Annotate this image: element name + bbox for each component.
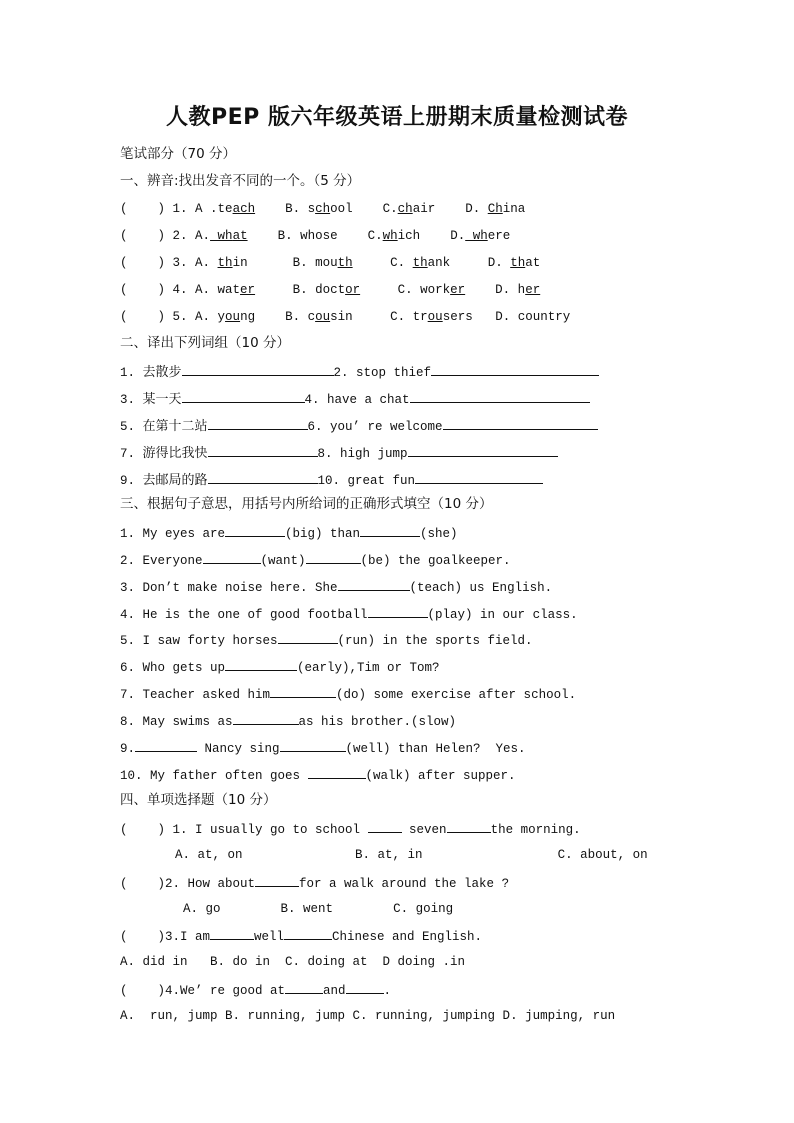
s3-q3: 3. Don’t make noise here. She (teach) us English. <box>120 578 552 596</box>
s4-q3: ( )3.I am well Chinese and English. <box>120 927 482 945</box>
s4-q4-options: A. run, jump B. running, jump C. running, jumping D. jumping, run <box>120 1009 616 1023</box>
s2-row-1: 1. 去散步 2. stop thief <box>120 363 599 381</box>
section-3-heading: 三、根据句子意思，用括号内所给词的正确形式填空（10 分） <box>120 496 493 512</box>
s3-q7: 7. Teacher asked him (do) some exercise after school. <box>120 685 576 703</box>
s1-q5: ( ) 5. A. young B. cousin C. trousers D. country <box>120 310 571 324</box>
written-part-label: 笔试部分（70 分） <box>120 146 236 162</box>
s3-q4: 4. He is the one of good football (play) in our class. <box>120 605 578 623</box>
s3-q2: 2. Everyone (want) (be) the goalkeeper. <box>120 551 511 569</box>
s2-row-3: 5. 在第十二站 6. you’ re welcome <box>120 417 598 435</box>
s3-q1: 1. My eyes are (big) than (she) <box>120 524 458 542</box>
s1-q4: ( ) 4. A. water B. doctor C. worker D. her <box>120 283 541 297</box>
s3-q6: 6. Who gets up (early),Tim or Tom? <box>120 658 440 676</box>
s4-q1: ( ) 1. I usually go to school seven the morning. <box>120 820 581 838</box>
s3-q10: 10. My father often goes (walk) after supper. <box>120 766 516 784</box>
s1-q2: ( ) 2. A. what B. whose C.which D. where <box>120 229 511 243</box>
s4-q2: ( )2. How about for a walk around the lake ? <box>120 874 509 892</box>
section-4-heading: 四、单项选择题（10 分） <box>120 792 277 808</box>
s2-row-4: 7. 游得比我快 8. high jump <box>120 444 558 462</box>
s4-q4: ( )4.We’ re good at and . <box>120 981 391 999</box>
section-1-heading: 一、辨音:找出发音不同的一个。（5 分） <box>120 173 361 189</box>
s2-row-2: 3. 某一天 4. have a chat <box>120 390 590 408</box>
section-2-heading: 二、译出下列词组（10 分） <box>120 335 290 351</box>
s2-row-5: 9. 去邮局的路 10. great fun <box>120 471 543 489</box>
s4-q2-options: A. go B. went C. going <box>183 902 454 916</box>
s1-q3: ( ) 3. A. thin B. mouth C. thank D. that <box>120 256 541 270</box>
s3-q9: 9. Nancy sing (well) than Helen? Yes. <box>120 739 526 757</box>
page-title: 人教PEP 版六年级英语上册期末质量检测试卷 <box>166 105 628 130</box>
s4-q1-options: A. at, on B. at, in C. about, on <box>175 848 648 862</box>
s1-q1: ( ) 1. A .teach B. school C.chair D. China <box>120 202 526 216</box>
s3-q5: 5. I saw forty horses (run) in the sports field. <box>120 631 533 649</box>
s4-q3-options: A. did in B. do in C. doing at D doing .in <box>120 955 466 969</box>
s3-q8: 8. May swims as as his brother.(slow) <box>120 712 456 730</box>
